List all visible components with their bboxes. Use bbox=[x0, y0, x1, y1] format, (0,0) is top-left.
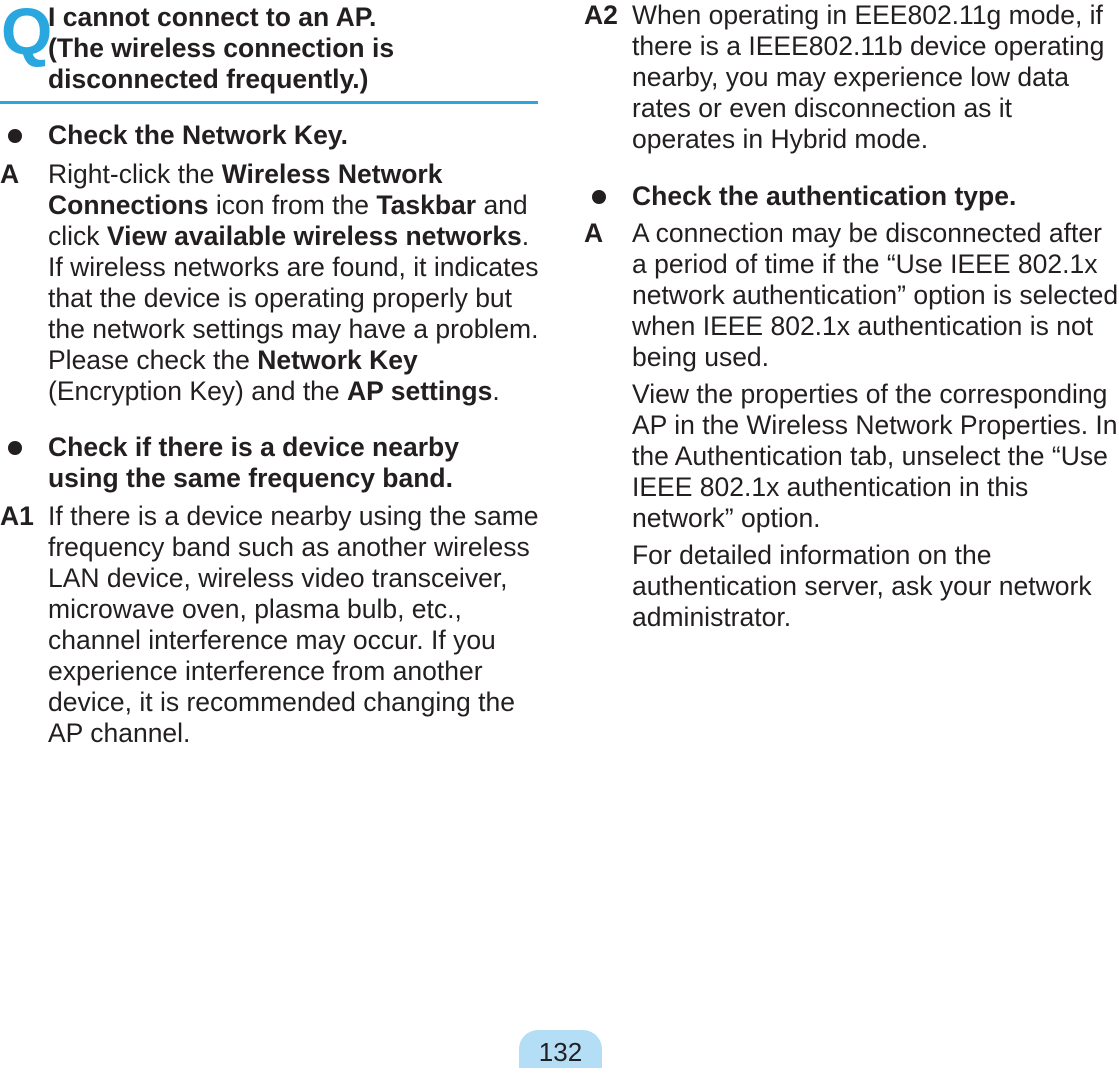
question-title bbox=[48, 2, 518, 95]
question-title-line: I cannot connect to an AP. bbox=[48, 2, 377, 32]
bullet-icon bbox=[8, 441, 22, 455]
header-divider bbox=[0, 101, 538, 104]
answer-label: A bbox=[584, 218, 604, 248]
check-network-key-section bbox=[0, 120, 540, 151]
right-column bbox=[584, 0, 1119, 633]
ap-settings-term: AP settings bbox=[347, 376, 493, 406]
answer-text: If there is a device nearby using the same frequency band such as another wireless LAN device, wireless video transceiver, microwave oven, plasma bulb, etc., channel interference may occur. If you experience interference from another device, it is recommended changing the AP channel. bbox=[48, 501, 539, 748]
answer-text: For detailed information on the authentication server, ask your network administrator. bbox=[632, 540, 1092, 632]
answer-text: When operating in EEE802.11g mode, if there is a IEEE802.11b device operating nearby, you may experience low data rates or even disconnection as it operates in Hybrid mode. bbox=[632, 0, 1105, 154]
answer-text: Right-click the Wireless Network Connections icon from the Taskbar and click View available wireless networks. If wireless networks are found, it indicates that the device is operating properly but the network settings may have a problem. Please check the Network Key (Encryption Key) and the AP settings. bbox=[48, 159, 539, 406]
answer-label: A2 bbox=[584, 0, 618, 30]
question-header bbox=[0, 0, 538, 104]
answer-label: A1 bbox=[0, 501, 34, 531]
answer-block bbox=[584, 0, 1119, 155]
answer-text: A connection may be disconnected after a period of time if the “Use IEEE 802.1x network authentication” option is selected when IEEE 802.1x authentication is not being used. bbox=[632, 218, 1119, 372]
view-available-networks-term: View available wireless networks bbox=[106, 221, 522, 251]
answer-block bbox=[584, 218, 1119, 633]
answer-text: View the properties of the corresponding AP in the Wireless Network Properties. In the Authentication tab, unselect the “Use IEEE 802.1x authentication in this network” option. bbox=[632, 379, 1118, 533]
answer-label: A bbox=[0, 159, 20, 189]
answer-block bbox=[0, 501, 540, 749]
check-frequency-section bbox=[0, 432, 540, 494]
section-heading: Check if there is a device nearby using the same frequency band. bbox=[48, 432, 459, 493]
page-number: 132 bbox=[519, 1030, 602, 1068]
wireless-network-connections-term: Wireless Network Connections bbox=[48, 159, 443, 220]
left-column bbox=[0, 120, 540, 749]
section-heading: Check the Network Key. bbox=[48, 120, 348, 150]
bullet-icon bbox=[8, 129, 22, 143]
question-title-line: (The wireless connection is bbox=[48, 33, 395, 63]
section-heading: Check the authentication type. bbox=[632, 181, 1017, 211]
question-title-line: disconnected frequently.) bbox=[48, 64, 369, 94]
bullet-icon bbox=[592, 190, 606, 204]
taskbar-term: Taskbar bbox=[376, 190, 477, 220]
question-letter: Q bbox=[1, 0, 53, 68]
network-key-term: Network Key bbox=[257, 345, 418, 375]
check-authentication-section bbox=[584, 181, 1119, 212]
answer-block bbox=[0, 159, 540, 407]
